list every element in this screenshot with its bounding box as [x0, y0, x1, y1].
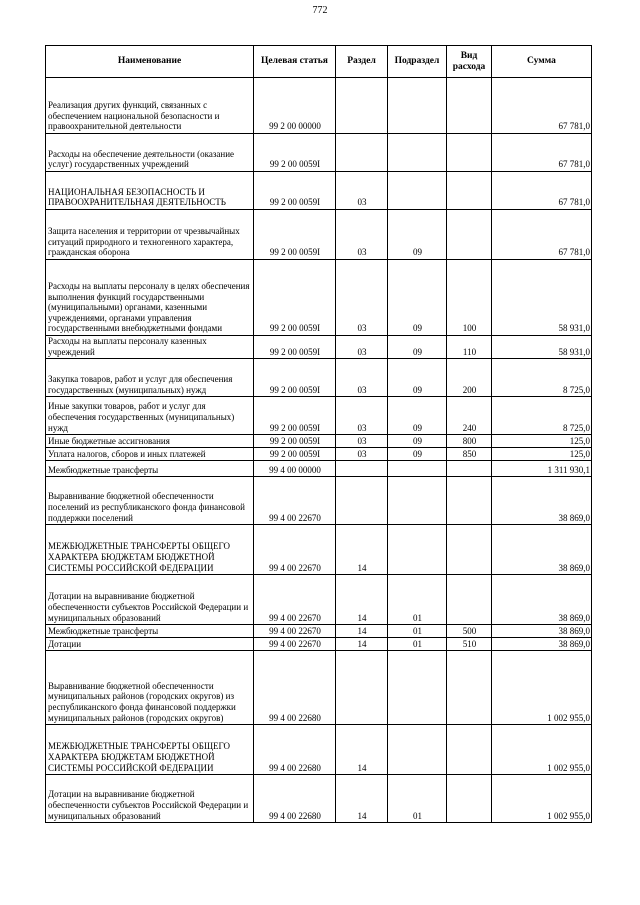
row-section: 03	[336, 397, 388, 435]
table-body	[46, 78, 592, 823]
table-row	[46, 172, 592, 210]
table-row	[46, 397, 592, 435]
row-subsection: 09	[388, 397, 447, 435]
row-name: МЕЖБЮДЖЕТНЫЕ ТРАНСФЕРТЫ ОБЩЕГО ХАРАКТЕРА БЮДЖЕТАМ БЮДЖЕТНОЙ СИСТЕМЫ РОССИЙСКОЙ ФЕДЕРАЦИИ	[46, 725, 254, 775]
row-expense-type	[447, 477, 492, 525]
row-name: Выравнивание бюджетной обеспеченности поселений из республиканского фонда финансовой поддержки поселений	[46, 477, 254, 525]
row-section: 14	[336, 725, 388, 775]
row-name: Выравнивание бюджетной обеспеченности муниципальных районов (городских округов) из республиканского фонда финансовой поддержки муниципальных районов (городских округов)	[46, 651, 254, 725]
row-name: Защита населения и территории от чрезвычайных ситуаций природного и техногенного характера, гражданская оборона	[46, 210, 254, 260]
row-target-article: 99 4 00 22680	[254, 651, 336, 725]
row-expense-type	[447, 172, 492, 210]
row-expense-type: 100	[447, 260, 492, 336]
row-section: 14	[336, 625, 388, 638]
row-section: 03	[336, 172, 388, 210]
row-sum: 58 931,0	[492, 260, 592, 336]
row-target-article: 99 2 00 0059I	[254, 448, 336, 461]
row-sum: 38 869,0	[492, 575, 592, 625]
row-section: 03	[336, 359, 388, 397]
row-sum: 67 781,0	[492, 78, 592, 134]
row-subsection: 09	[388, 435, 447, 448]
row-target-article: 99 2 00 0059I	[254, 336, 336, 359]
row-target-article: 99 4 00 22670	[254, 525, 336, 575]
row-sum: 1 311 930,1	[492, 461, 592, 477]
row-subsection: 01	[388, 638, 447, 651]
row-section	[336, 461, 388, 477]
row-section	[336, 134, 388, 172]
row-expense-type: 500	[447, 625, 492, 638]
page-number: 772	[312, 5, 328, 16]
header-subsection: Подраздел	[388, 46, 447, 78]
row-expense-type	[447, 575, 492, 625]
header-section: Раздел	[336, 46, 388, 78]
table-row	[46, 435, 592, 448]
row-subsection	[388, 134, 447, 172]
table-row	[46, 260, 592, 336]
table-row	[46, 134, 592, 172]
row-section: 14	[336, 775, 388, 823]
row-sum: 1 002 955,0	[492, 725, 592, 775]
row-section: 14	[336, 525, 388, 575]
row-section: 03	[336, 210, 388, 260]
row-name: Расходы на выплаты персоналу казенных учреждений	[46, 336, 254, 359]
row-expense-type: 200	[447, 359, 492, 397]
row-subsection: 09	[388, 210, 447, 260]
row-sum: 125,0	[492, 435, 592, 448]
row-section: 03	[336, 260, 388, 336]
table-row	[46, 336, 592, 359]
row-sum: 38 869,0	[492, 525, 592, 575]
table-row	[46, 651, 592, 725]
row-subsection	[388, 651, 447, 725]
row-target-article: 99 2 00 00000	[254, 78, 336, 134]
row-target-article: 99 4 00 22670	[254, 575, 336, 625]
header-target-article: Целевая статья	[254, 46, 336, 78]
table-row	[46, 210, 592, 260]
row-sum: 1 002 955,0	[492, 651, 592, 725]
table-row	[46, 477, 592, 525]
row-name: НАЦИОНАЛЬНАЯ БЕЗОПАСНОСТЬ И ПРАВООХРАНИТЕЛЬНАЯ ДЕЯТЕЛЬНОСТЬ	[46, 172, 254, 210]
row-section: 14	[336, 575, 388, 625]
row-sum: 67 781,0	[492, 210, 592, 260]
table-row	[46, 638, 592, 651]
row-section	[336, 78, 388, 134]
row-target-article: 99 2 00 0059I	[254, 397, 336, 435]
row-name: Дотации на выравнивание бюджетной обеспеченности субъектов Российской Федерации и муниципальных образований	[46, 575, 254, 625]
header-sum: Сумма	[492, 46, 592, 78]
row-name: Расходы на обеспечение деятельности (оказание услуг) государственных учреждений	[46, 134, 254, 172]
row-subsection	[388, 78, 447, 134]
row-name: Уплата налогов, сборов и иных платежей	[46, 448, 254, 461]
row-subsection	[388, 477, 447, 525]
row-target-article: 99 4 00 22670	[254, 477, 336, 525]
row-subsection: 01	[388, 775, 447, 823]
row-name: МЕЖБЮДЖЕТНЫЕ ТРАНСФЕРТЫ ОБЩЕГО ХАРАКТЕРА БЮДЖЕТАМ БЮДЖЕТНОЙ СИСТЕМЫ РОССИЙСКОЙ ФЕДЕРАЦИИ	[46, 525, 254, 575]
table-row	[46, 525, 592, 575]
row-target-article: 99 2 00 0059I	[254, 134, 336, 172]
row-expense-type	[447, 775, 492, 823]
row-section	[336, 651, 388, 725]
row-sum: 58 931,0	[492, 336, 592, 359]
row-expense-type: 850	[447, 448, 492, 461]
row-sum: 38 869,0	[492, 625, 592, 638]
row-subsection: 09	[388, 336, 447, 359]
row-name: Расходы на выплаты персоналу в целях обеспечения выполнения функций государственными (муниципальными) органами, казенными учреждениями, органами управления государственными внебюджетными фондами	[46, 260, 254, 336]
row-name: Закупка товаров, работ и услуг для обеспечения государственных (муниципальных) нужд	[46, 359, 254, 397]
row-target-article: 99 2 00 0059I	[254, 435, 336, 448]
table-row	[46, 448, 592, 461]
row-target-article: 99 4 00 00000	[254, 461, 336, 477]
row-section: 03	[336, 336, 388, 359]
row-sum: 1 002 955,0	[492, 775, 592, 823]
row-sum: 8 725,0	[492, 359, 592, 397]
row-subsection	[388, 525, 447, 575]
row-subsection: 01	[388, 625, 447, 638]
row-subsection: 09	[388, 448, 447, 461]
row-name: Иные бюджетные ассигнования	[46, 435, 254, 448]
row-section: 03	[336, 448, 388, 461]
row-target-article: 99 4 00 22670	[254, 638, 336, 651]
header-name: Наименование	[46, 46, 254, 78]
row-subsection	[388, 725, 447, 775]
row-target-article: 99 2 00 0059I	[254, 210, 336, 260]
row-name: Межбюджетные трансферты	[46, 461, 254, 477]
row-subsection: 09	[388, 359, 447, 397]
table-row	[46, 625, 592, 638]
row-target-article: 99 4 00 22680	[254, 775, 336, 823]
table-row	[46, 78, 592, 134]
row-section: 03	[336, 435, 388, 448]
row-sum: 125,0	[492, 448, 592, 461]
table-row	[46, 359, 592, 397]
header-expense-type: Вид расхода	[447, 46, 492, 78]
budget-table	[45, 45, 592, 823]
row-subsection	[388, 461, 447, 477]
row-section: 14	[336, 638, 388, 651]
row-expense-type	[447, 725, 492, 775]
row-expense-type: 510	[447, 638, 492, 651]
row-subsection: 01	[388, 575, 447, 625]
row-target-article: 99 2 00 0059I	[254, 260, 336, 336]
row-name: Дотации на выравнивание бюджетной обеспеченности субъектов Российской Федерации и муниципальных образований	[46, 775, 254, 823]
row-subsection: 09	[388, 260, 447, 336]
row-name: Иные закупки товаров, работ и услуг для обеспечения государственных (муниципальных) нужд	[46, 397, 254, 435]
row-expense-type	[447, 651, 492, 725]
row-target-article: 99 4 00 22670	[254, 625, 336, 638]
row-target-article: 99 4 00 22680	[254, 725, 336, 775]
row-expense-type: 110	[447, 336, 492, 359]
row-section	[336, 477, 388, 525]
table-header-row	[46, 46, 592, 78]
row-expense-type: 240	[447, 397, 492, 435]
row-expense-type	[447, 210, 492, 260]
row-sum: 38 869,0	[492, 477, 592, 525]
row-sum: 8 725,0	[492, 397, 592, 435]
row-expense-type: 800	[447, 435, 492, 448]
row-subsection	[388, 172, 447, 210]
row-name: Дотации	[46, 638, 254, 651]
row-expense-type	[447, 134, 492, 172]
row-name: Межбюджетные трансферты	[46, 625, 254, 638]
row-target-article: 99 2 00 0059I	[254, 172, 336, 210]
row-name: Реализация других функций, связанных с обеспечением национальной безопасности и правоохранительной деятельности	[46, 78, 254, 134]
row-target-article: 99 2 00 0059I	[254, 359, 336, 397]
row-expense-type	[447, 525, 492, 575]
row-sum: 67 781,0	[492, 134, 592, 172]
row-sum: 67 781,0	[492, 172, 592, 210]
row-expense-type	[447, 78, 492, 134]
row-expense-type	[447, 461, 492, 477]
table-row	[46, 461, 592, 477]
table-row	[46, 775, 592, 823]
row-sum: 38 869,0	[492, 638, 592, 651]
table-row	[46, 575, 592, 625]
table-row	[46, 725, 592, 775]
